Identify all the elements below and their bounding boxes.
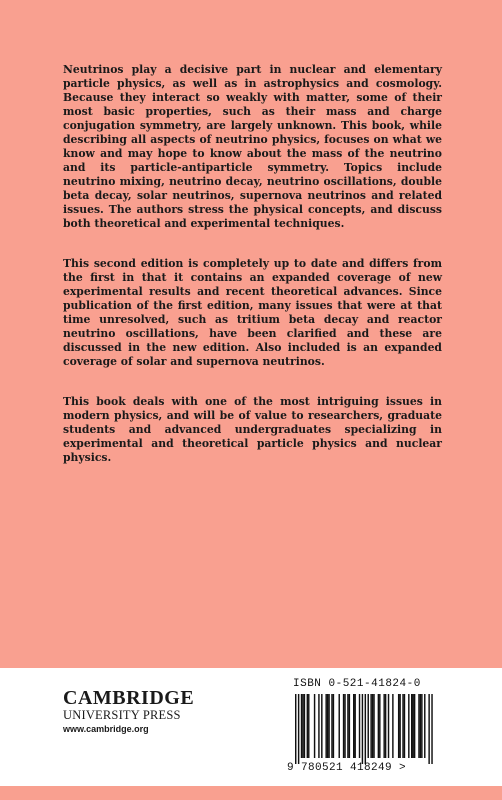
- barcode-bar: [421, 694, 422, 758]
- barcode-bar: [414, 694, 415, 758]
- barcode-bar: [307, 694, 308, 758]
- barcode-bar: [383, 694, 384, 758]
- barcode-bar: [347, 694, 348, 758]
- barcode-bar: [388, 694, 389, 758]
- barcode-bar: [402, 694, 403, 758]
- barcode-bar: [359, 694, 360, 758]
- barcode-bar: [354, 694, 355, 758]
- isbn-label: ISBN 0-521-41824-0: [293, 678, 421, 690]
- barcode-bar: [379, 694, 380, 758]
- blurb-paragraph-2: This second edition is completely up to date and differs from the first in that it contains an expanded coverage of new experimental results and recent theoretical advances. Since publication of the first edition, many issues that were at that time unresolved, such as tritium beta decay and reactor neutrino oscillations, have been clarified and these are discussed in the new edition. Also included is an expanded coverage of solar and supernova neutrinos.: [63, 257, 442, 368]
- barcode-bar: [420, 694, 421, 758]
- barcode-bar: [370, 694, 371, 758]
- barcode-bar: [424, 694, 425, 758]
- barcode-bar: [301, 694, 302, 758]
- barcode-bar: [321, 694, 322, 758]
- barcode-bar: [353, 694, 354, 758]
- barcode-bar: [327, 694, 328, 758]
- blurb-paragraph-1: Neutrinos play a decisive part in nuclear and elementary particle physics, as well as in astrophysics and cosmology. Because they interact so weakly with matter, some of their most basic properties, such as their mass and charge conjugation symmetry, are largely unknown. This book, while describing all aspects of neutrino physics, focuses on what we know and may hope to know about the mass of the neutrino and its particle-antiparticle symmetry. Topics include neutrino mixing, neutrino decay, neutrino oscillations, double beta decay, solar neutrinos, supernova neutrinos and related issues. The authors stress the physical concepts, and discuss both theoretical and experimental techniques.: [63, 63, 442, 230]
- barcode-bar: [372, 694, 373, 758]
- barcode-bar: [428, 694, 429, 764]
- barcode-bar: [399, 694, 400, 758]
- barcode-bar: [365, 694, 366, 764]
- barcode-bar: [431, 694, 432, 764]
- barcode-bar: [411, 694, 412, 758]
- barcode-bar: [314, 694, 315, 758]
- barcode-bar: [368, 694, 369, 758]
- barcode-bar: [302, 694, 303, 758]
- blurb-text: [63, 63, 442, 491]
- barcode-area: [287, 678, 442, 778]
- barcode-bar: [331, 694, 332, 758]
- publisher-url: www.cambridge.org: [63, 724, 149, 734]
- barcode-bar: [339, 694, 340, 758]
- barcode-bar: [404, 694, 405, 758]
- barcode-bar: [295, 694, 296, 764]
- barcode-bar: [318, 694, 319, 758]
- barcode-bar: [325, 694, 326, 758]
- barcode-icon: [287, 694, 442, 764]
- barcode-bar: [298, 694, 299, 764]
- barcode-bar: [385, 694, 386, 758]
- publisher-logo: [63, 688, 263, 736]
- barcode-bar: [308, 694, 309, 758]
- barcode-bar: [328, 694, 329, 758]
- barcode-bar: [412, 694, 413, 758]
- blurb-paragraph-3: This book deals with one of the most intriguing issues in modern physics, and will be of value to researchers, graduate students and advanced undergraduates specializing in experimental and theoretical particle physics and nuclear physics.: [63, 395, 442, 464]
- barcode-digits: 9 780521 418249 >: [287, 762, 407, 774]
- barcode-bar: [344, 694, 345, 758]
- barcode-bar: [408, 694, 409, 758]
- barcode-bar: [333, 694, 334, 758]
- barcode-bar: [373, 694, 374, 758]
- barcode-bar: [362, 694, 363, 764]
- barcode-bar: [304, 694, 305, 758]
- barcode-bar: [418, 694, 419, 758]
- publisher-name: CAMBRIDGE: [63, 687, 195, 709]
- barcode-bar: [392, 694, 393, 758]
- barcode-bar: [378, 694, 379, 758]
- publisher-subtitle: UNIVERSITY PRESS: [63, 708, 181, 722]
- barcode-bar: [349, 694, 350, 758]
- barcode-bar: [343, 694, 344, 758]
- barcode-bar: [398, 694, 399, 758]
